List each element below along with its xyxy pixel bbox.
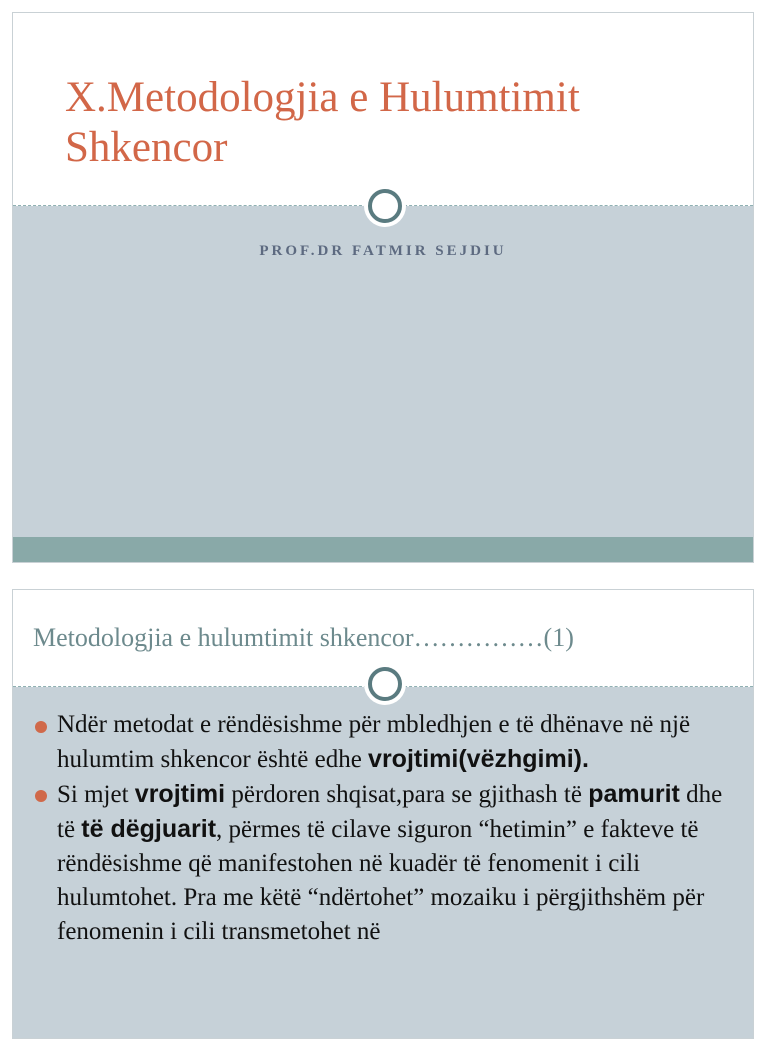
bullet-text: Si mjet: [57, 781, 135, 808]
bullet-text: Ndër metodat e rëndësishme për mbledhjen e të dhënave në një hulumtim shkencor është edhe: [57, 711, 691, 773]
slide-title: Metodologjia e hulumtimit shkencor……………(1): [33, 623, 574, 652]
list-item: [33, 777, 733, 949]
bullet-text: përdoren shqisat,para se gjithash të: [225, 781, 589, 808]
title-line-1: X.Metodologjia e Hulumtimit: [65, 74, 580, 121]
bullet-text: , përmes të cilave siguron “hetimin” e fakteve të rëndësishme që manifestohen në kuadër të fenomenit i cili hulumtohet. Pra me këtë “ndërtohet” mozaiku i përgjithshëm për fenomenin i cili transmetohet në: [57, 816, 705, 945]
bullet-dot-icon: [35, 721, 47, 733]
title-area: [13, 13, 753, 206]
title-line-2: Shkencor: [65, 124, 228, 171]
bullet-list: [33, 708, 733, 949]
content-slide: [12, 589, 754, 1039]
circle-ornament-icon: [368, 189, 402, 223]
title-slide: [12, 12, 754, 563]
slide-main-title: [65, 73, 580, 173]
bullet-bold-text: vrojtimi: [134, 780, 226, 808]
bullet-bold-text: pamurit: [588, 780, 680, 808]
circle-ornament-icon: [368, 667, 402, 701]
bullet-text: dhe të: [57, 781, 723, 843]
bullet-dot-icon: [35, 790, 47, 802]
bottom-band: [13, 537, 753, 562]
slide-subtitle: PROF.DR FATMIR SEJDIU: [259, 243, 507, 259]
bullet-bold-text: vrojtimi(vëzhgimi).: [368, 745, 589, 773]
list-item: [33, 708, 733, 777]
bullet-bold-text: të dëgjuarit: [81, 815, 217, 843]
